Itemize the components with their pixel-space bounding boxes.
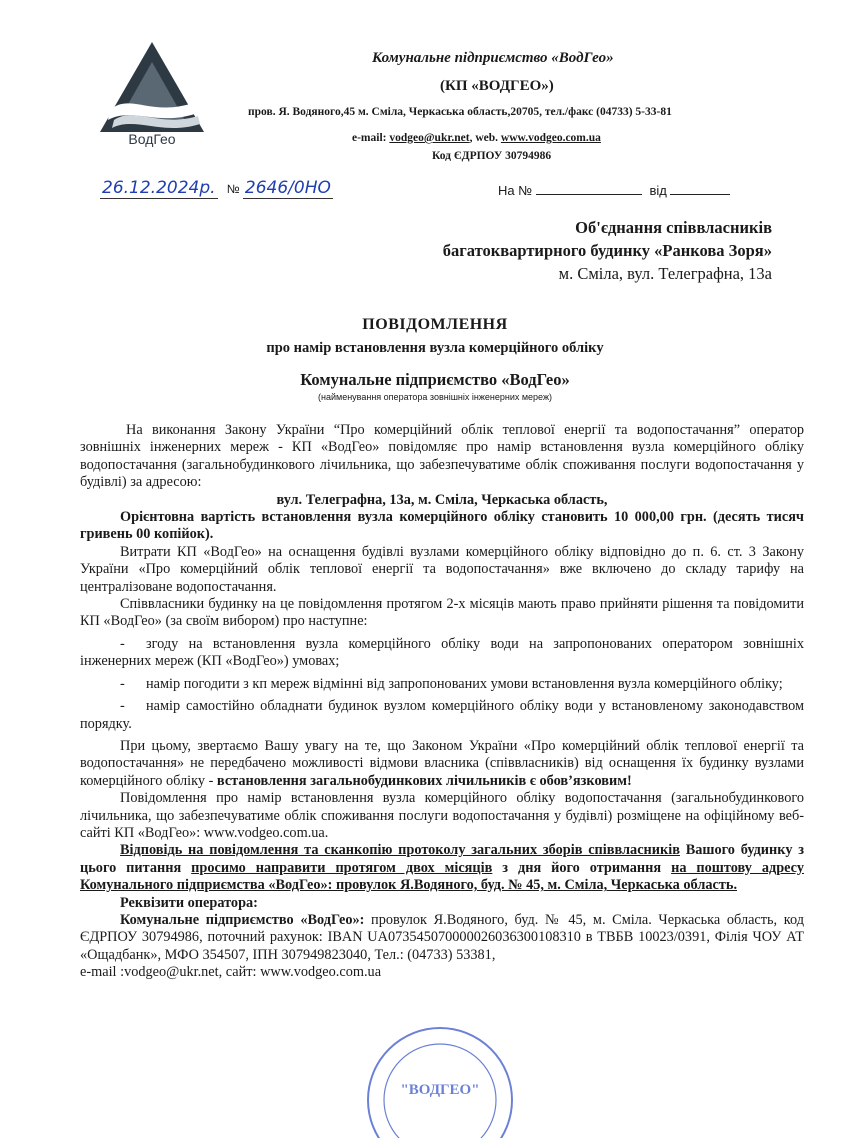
mandatory-emphasis: встановлення загальнобудинкових лічильників є обов’язковим (216, 772, 627, 789)
paragraph-mandatory (80, 738, 804, 790)
handwritten-date: 26.12.2024р. (102, 178, 216, 198)
reply-request-part: на поштову адресу (671, 859, 804, 876)
list-dash: - (120, 698, 125, 715)
list-dash: - (120, 635, 125, 652)
handwritten-number: 2646/0НО (244, 178, 331, 198)
list-item-text: намір погодити з кп мереж відмінні від запропонованих умови встановлення вузла комерційного обліку; (146, 675, 783, 692)
paragraph-expenses: Витрати КП «ВодГео» на оснащення будівлі вузлами комерційного обліку відповідно до п. 6. ст. 3 Закону України «Про комерційний облік теплової енергії та водопостачання» вже включено до складу тарифу на централізоване водопостачання. (80, 543, 804, 595)
document-subtitle: про намір встановлення вузла комерційного обліку (266, 340, 604, 356)
vodgeo-logo (100, 40, 210, 150)
mandatory-text: При цьому, звертаємо Вашу увагу на те, що Законом України «Про комерційний облік теплової енергії та водопостачання» не передбачено можливості відмови власника (співвласників) від оснащення їх будинку вузлами комерційного обліку - (80, 737, 804, 789)
reply-request-part: просимо направити протягом двох місяців (191, 859, 493, 876)
stamp-text: "ВОДГЕО" (400, 1082, 480, 1098)
requisites-email: e-mail :vodgeo@ukr.net, сайт: www.vodgeo.com.ua (80, 964, 382, 981)
addressee-line-3: м. Сміла, вул. Телеграфна, 13а (558, 264, 772, 283)
from-blank (670, 182, 730, 195)
from-label: від (649, 183, 667, 198)
list-item (80, 698, 804, 733)
logo-text: ВодГео (128, 131, 176, 147)
outgoing-reference (100, 178, 333, 198)
reply-request-part: Вашого будинку з цього питання (80, 842, 804, 876)
org-address: пров. Я. Водяного,45 м. Сміла, Черкаська область,20705, тел./факс (04733) 5-33-81 (248, 106, 672, 118)
addressee-line-1: Об'єднання співвласників (575, 218, 772, 237)
paragraph-address: вул. Телеграфна, 13а, м. Сміла, Черкаська область, (276, 491, 608, 508)
paragraph-cost: Орієнтовна вартість встановлення вузла комерційного обліку становить 10 000,00 грн. (десять тисяч гривень 00 копійок). (80, 509, 804, 543)
email-label: e-mail: (352, 132, 387, 144)
list-item-text: згоду на встановлення вузла комерційного обліку води на запропонованих оператором зовнішніх інженерних мереж (КП «ВодГео») умовах; (80, 635, 804, 670)
reply-request-part: Відповідь на повідомлення та сканкопію протоколу загальних зборів співвласників (120, 842, 680, 859)
email-link[interactable]: vodgeo@ukr.net (389, 132, 470, 144)
paragraph-website: Повідомлення про намір встановлення вузла комерційного обліку водопостачання (загальнобудинкового лічильника, що забезпечуватиме облік споживання послуги водопостачання у будівлі) розміщене на офіційному веб-сайті КП «ВодГео»: www.vodgeo.com.ua. (80, 790, 804, 841)
document-body (80, 422, 804, 982)
org-code: Код ЄДРПОУ 30794986 (432, 150, 552, 162)
list-dash: - (120, 675, 125, 692)
incoming-reference (498, 182, 730, 198)
on-number-blank (536, 182, 642, 195)
requisites-title: Реквізити оператора: (120, 894, 258, 911)
list-item-text: намір самостійно обладнати будинок вузлом комерційного обліку води у встановленому законодавством порядку. (80, 698, 804, 732)
reply-request-part: з дня його отримання (492, 859, 672, 876)
operator-caption: (найменування оператора зовнішніх інженерних мереж) (318, 392, 552, 402)
web-link[interactable]: www.vodgeo.com.ua (500, 132, 601, 144)
operator-name: Комунальне підприємство «ВодГео» (300, 370, 570, 389)
org-short-name: (КП «ВОДГЕО») (440, 78, 554, 94)
paragraph-requisites (80, 912, 804, 964)
org-name: Комунальне підприємство «ВодГео» (372, 50, 614, 66)
requisites-details: провулок Я.Водяного, буд. № 45, м. Сміла. Черкаська область, код ЄДРПОУ 30794986, поточний рахунок: IBAN UA073545070000026036300108310 в ТВБВ 10023/0391, Філія ЧОУ АТ «Ощадбанк», МФО 354507, ІПН 307949823040, Тел.: (04733) 53381, (80, 911, 804, 963)
paragraph-reply-request (80, 842, 804, 894)
requisites-name: Комунальне підприємство «ВодГео»: (120, 911, 365, 928)
on-number-label: На № (498, 183, 533, 198)
number-label: № (226, 182, 240, 196)
addressee-line-2: багатоквартирного будинку «Ранкова Зоря» (442, 241, 772, 260)
paragraph-owners-rights: Співвласники будинку на це повідомлення протягом 2-х місяців мають право прийняти рішення та повідомити КП «ВодГео» (за своїм вибором) про наступне: (80, 596, 804, 630)
org-contacts (352, 132, 601, 144)
paragraph-intro: На виконання Закону України “Про комерційний облік теплової енергії та водопостачання” оператор зовнішніх інженерних мереж - КП «ВодГео» повідомляє про намір встановлення вузла комерційного обліку водопостачання (загальнобудинкового лічильника, що забезпечуватиме облік споживання послуги водопостачання у будівлі) за адресою: (80, 422, 804, 491)
web-label: , web. (469, 132, 499, 144)
reply-request-part: Комунального підприємства «ВодГео»: провулок Я.Водяного, буд. № 45, м. Сміла, Черкаська область. (80, 877, 738, 894)
list-item (80, 636, 804, 671)
list-item (80, 676, 804, 693)
mandatory-exclamation: ! (626, 772, 632, 789)
official-stamp (360, 1018, 520, 1138)
document-title: ПОВІДОМЛЕННЯ (362, 316, 508, 333)
